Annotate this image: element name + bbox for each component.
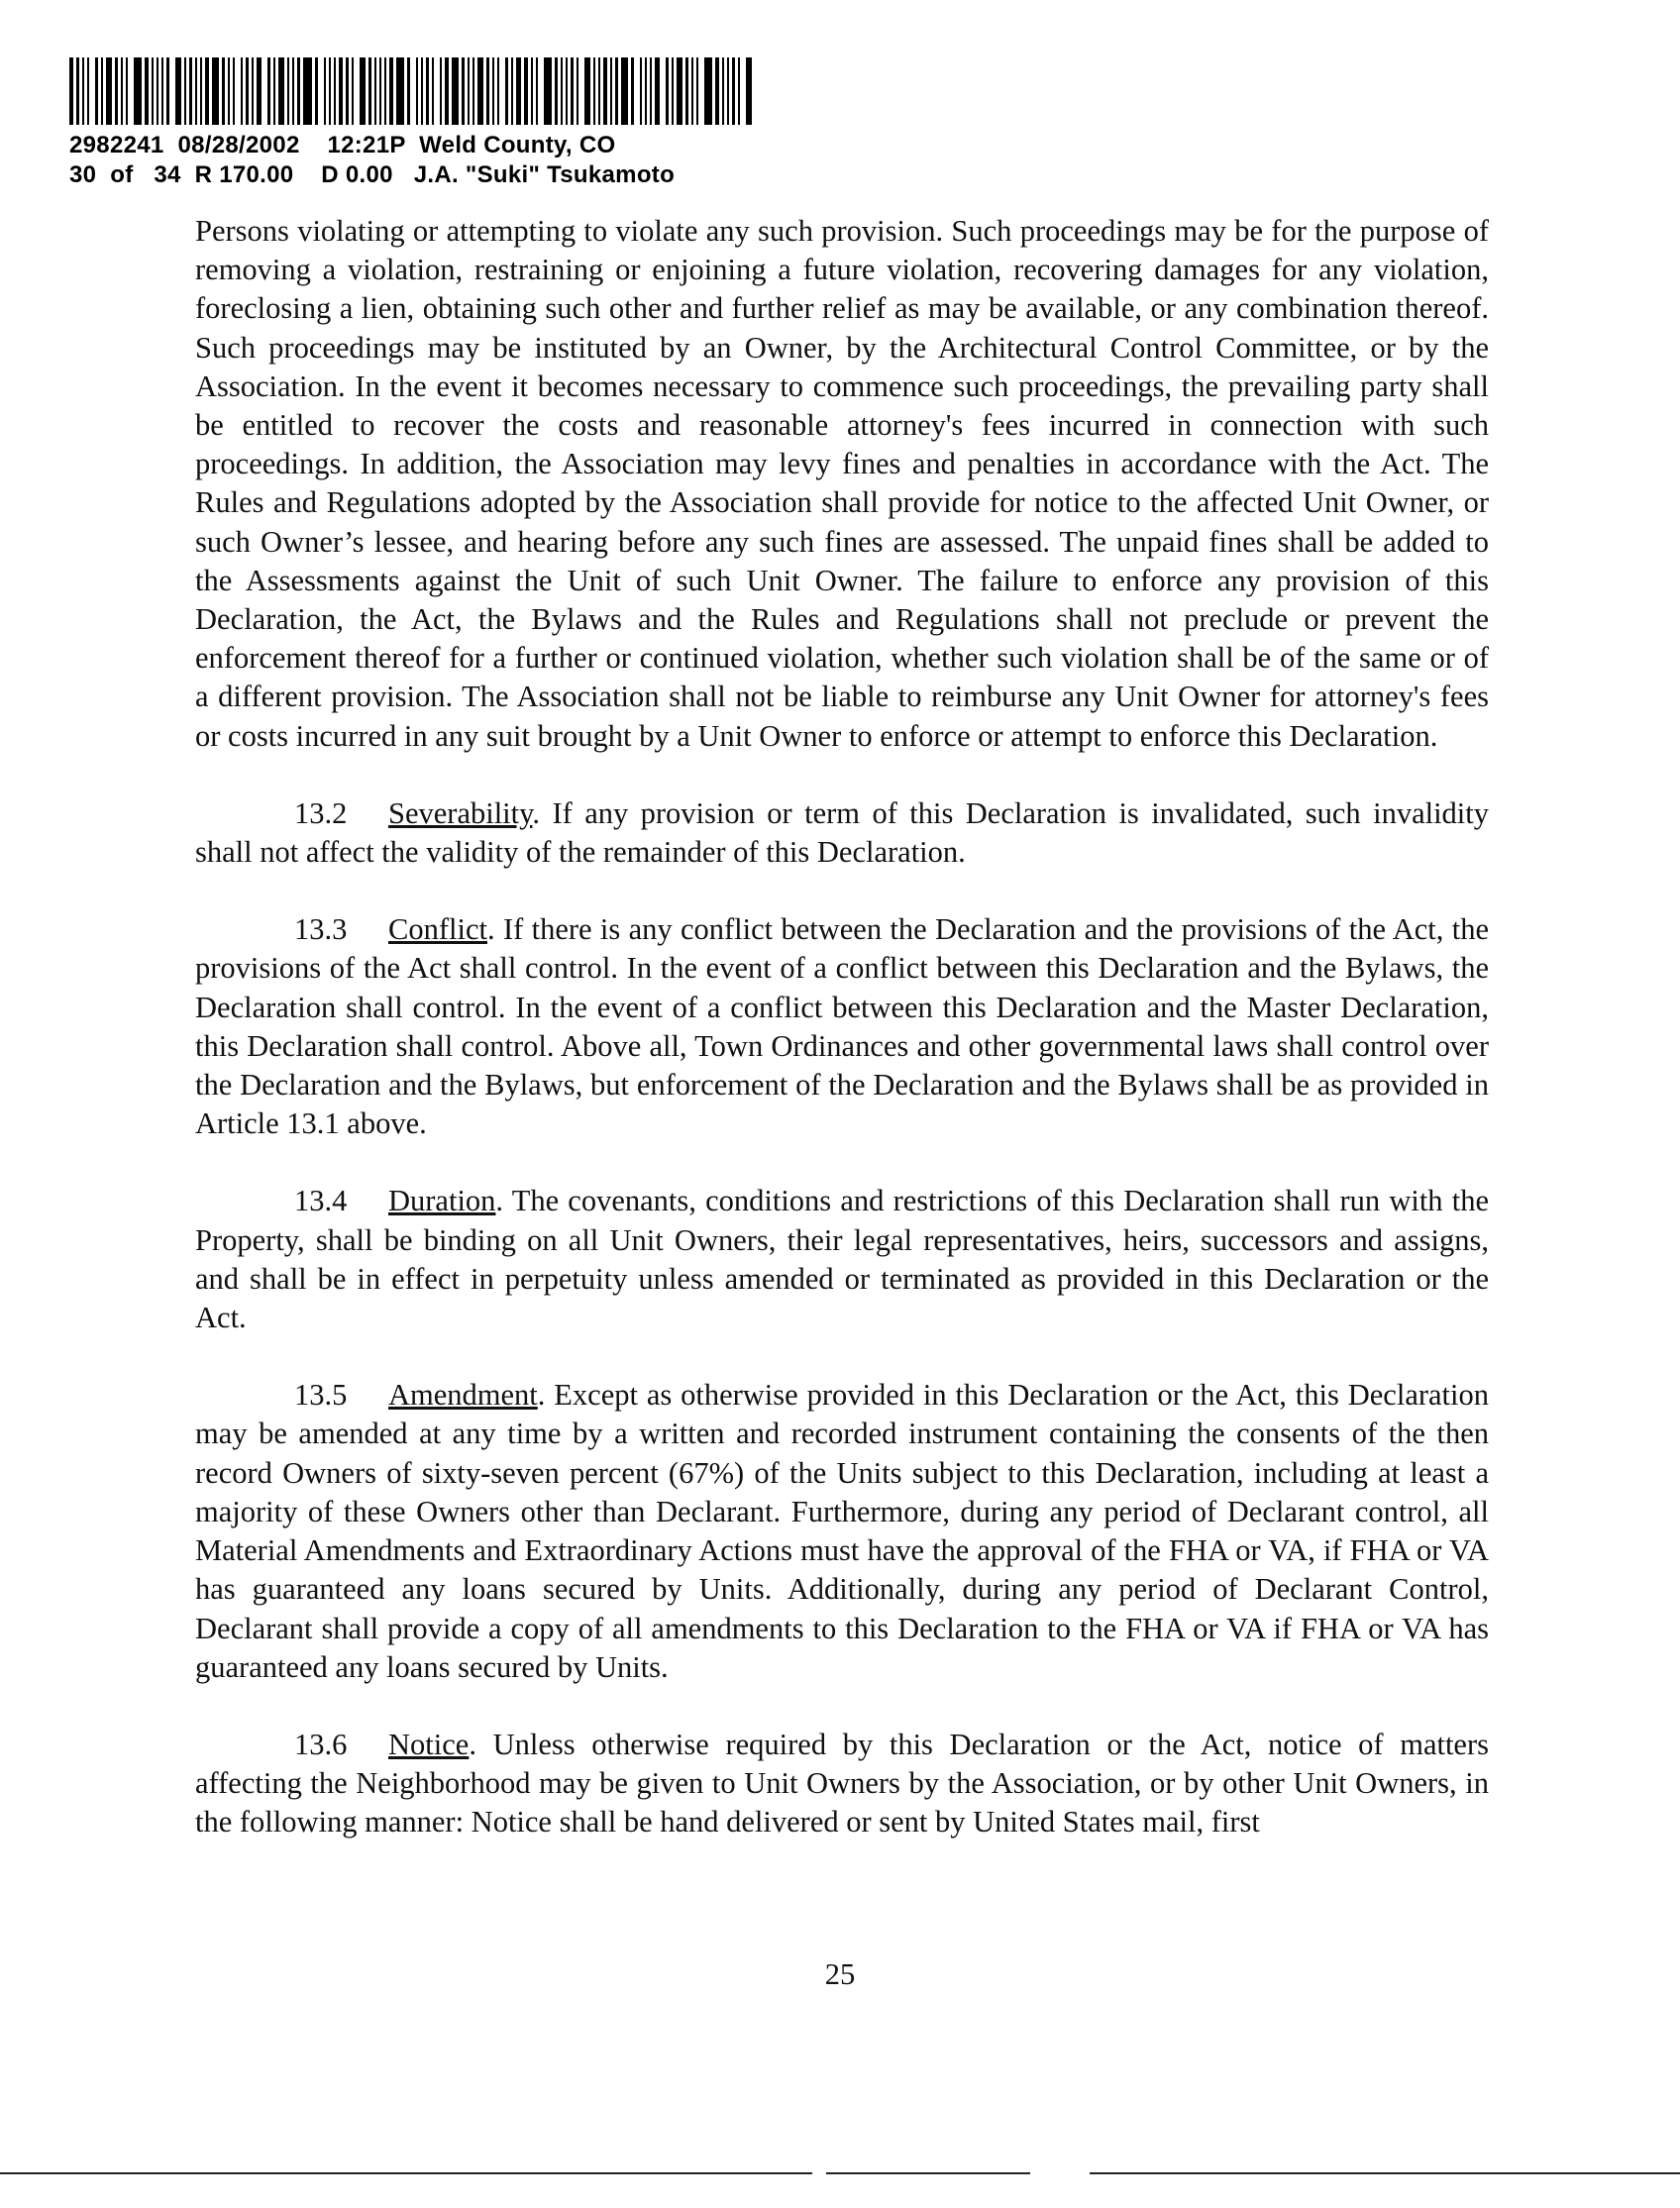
barcode-bar — [257, 57, 262, 125]
recording-line-1: 2982241 08/28/2002 12:21P Weld County, CO — [69, 132, 616, 158]
section-13-2 — [195, 794, 1489, 872]
barcode-bar — [87, 57, 89, 125]
section-number: 13.2 — [294, 795, 348, 830]
barcode-bar — [536, 57, 538, 125]
barcode-bar — [166, 57, 169, 125]
section-13-4 — [195, 1182, 1489, 1337]
barcode-bar — [101, 57, 103, 125]
barcode-bar — [175, 57, 181, 125]
barcode-bar — [189, 57, 192, 125]
barcode-bar — [246, 57, 249, 125]
barcode-bar — [352, 57, 354, 125]
barcode-bar — [152, 57, 154, 125]
barcode-bar — [303, 57, 312, 125]
barcode-bar — [360, 57, 366, 125]
barcode-bar — [115, 57, 118, 125]
barcode-bar — [252, 57, 254, 125]
section-13-6 — [195, 1726, 1489, 1842]
barcode-bar — [407, 57, 410, 125]
barcode-bar — [555, 57, 558, 125]
section-number: 13.3 — [294, 912, 348, 947]
section-title: Notice — [388, 1727, 470, 1761]
barcode-bar — [184, 57, 186, 125]
barcode-bar — [685, 57, 688, 125]
barcode-bar — [440, 57, 442, 125]
continuation-paragraph: Persons violating or attempting to violate any such provision. Such proceedings may be for the purpose of removing a violation, restraining or enjoining a future violation, recovering damages for any violation, foreclosing a lien, obtaining such other and further relief as may be available, or any combination thereof. Such proceedings may be instituted by an Owner, by the Architectural Control Committee, or by the Association. In the event it becomes necessary to commence such proceedings, the prevailing party shall be entitled to recover the costs and reasonable attorney's fees incurred in connection with such proceedings. In addition, the Association may levy fines and penalties in accordance with the Act. The Rules and Regulations adopted by the Association shall provide for notice to the affected Unit Owner, or such Owner’s lessee, and hearing before any such fines are assessed. The unpaid fines shall be added to the Assessments against the Unit of such Unit Owner. The failure to enforce any provision of this Declaration, the Act, the Bylaws and the Rules and Regulations shall not preclude or prevent the enforcement thereof for a further or continued violation, whether such violation shall be of the same or of a different provision. The Association shall not be liable to reimburse any Unit Owner for attorney's fees or costs incurred in any suit brought by a Unit Owner to enforce or attempt to enforce this Declaration. — [195, 214, 1489, 753]
barcode-bar — [292, 57, 294, 125]
barcode-bar — [233, 57, 235, 125]
section-text: . Unless otherwise required by this Declaration or the Act, notice of matters affecting the Neighborhood may be given to Unit Owners by the Association, or by other Unit Owners, in the following manner: Notice shall be hand delivered or sent by United States mail, first — [195, 1727, 1489, 1840]
barcode-bar — [379, 57, 381, 125]
section-13-5 — [195, 1376, 1489, 1687]
barcode-bar — [287, 57, 289, 125]
barcode-bar — [640, 57, 642, 125]
barcode-bar — [524, 57, 528, 125]
barcode-bar — [468, 57, 470, 125]
barcode-bar — [157, 57, 158, 125]
barcode-bar — [497, 57, 499, 125]
document-body — [195, 212, 1489, 1842]
barcode-bar — [273, 57, 275, 125]
barcode-bar — [121, 57, 123, 125]
barcode-bar — [722, 57, 724, 125]
barcode-bar — [477, 57, 483, 125]
section-title: Amendment — [388, 1378, 538, 1413]
barcode-bar — [346, 57, 349, 125]
footer-rule-gap — [812, 2171, 826, 2175]
barcode-bar — [610, 57, 612, 125]
barcode-bar — [82, 57, 84, 125]
barcode-bar — [598, 57, 600, 125]
barcode-bar — [655, 57, 660, 125]
barcode-bar — [492, 57, 494, 125]
barcode-bar — [516, 57, 521, 125]
barcode-bar — [384, 57, 386, 125]
barcode-bar — [666, 57, 669, 125]
barcode-bar — [715, 57, 719, 125]
footer-rule-gap — [1030, 2171, 1090, 2175]
barcode-bar — [368, 57, 371, 125]
barcode-bar — [222, 57, 225, 125]
barcode-bar — [126, 57, 128, 125]
barcode-bar — [577, 57, 578, 125]
barcode-bar — [746, 57, 752, 125]
section-text: . If there is any conflict between the Declaration and the provisions of the Act, the provisions of the Act shall control. In the event of a conflict between this Declaration and the Bylaws, the Declaration shall control. In the event of a conflict between this Declaration and the Master Declaration, this Declaration shall control. Above all, Town Ordinances and other governmental laws shall control over the Declaration and the Bylaws, but enforcement of the Declaration and the Bylaws shall be as provided in Article 13.1 above. — [195, 912, 1489, 1141]
page-number: 25 — [824, 1957, 856, 1991]
barcode-bar — [416, 57, 418, 125]
barcode-bar — [445, 57, 449, 125]
barcode-bar — [228, 57, 230, 125]
barcode-bar — [95, 57, 98, 125]
barcode-bar — [452, 57, 459, 125]
barcode-bar — [615, 57, 618, 125]
barcode-bar — [297, 57, 300, 125]
section-text: . If any provision or term of this Declaration is invalidated, such invalidity shall not affect the validity of the remainder of this Declaration. — [195, 795, 1489, 870]
barcode-bar — [566, 57, 568, 125]
barcode-bar — [738, 57, 740, 125]
barcode-bar — [334, 57, 336, 125]
barcode-bar — [691, 57, 693, 125]
recording-barcode — [69, 57, 759, 125]
barcode-bar — [426, 57, 429, 125]
barcode-bar — [603, 57, 607, 125]
footer-rule — [0, 2172, 1680, 2174]
barcode-bar — [241, 57, 243, 125]
barcode-bar — [531, 57, 533, 125]
barcode-bar — [389, 57, 393, 125]
section-title: Duration — [388, 1184, 496, 1218]
barcode-bar — [650, 57, 652, 125]
barcode-bar — [704, 57, 712, 125]
section-text: . The covenants, conditions and restrictions of this Declaration shall run with the Property, shall be binding on all Unit Owners, their legal representatives, heirs, successors and assigns, and shall be in effect in perpetuity unless amended or terminated as provided in this Declaration or the Act. — [195, 1184, 1489, 1335]
barcode-bar — [212, 57, 219, 125]
barcode-bar — [329, 57, 331, 125]
barcode-bar — [374, 57, 376, 125]
section-title: Conflict — [388, 912, 487, 947]
barcode-bar — [76, 57, 79, 125]
barcode-bar — [593, 57, 595, 125]
barcode-bar — [631, 57, 634, 125]
barcode-bar — [161, 57, 163, 125]
barcode-bar — [486, 57, 489, 125]
barcode-bar — [732, 57, 735, 125]
section-number: 13.4 — [294, 1184, 348, 1218]
section-number: 13.5 — [294, 1378, 348, 1413]
barcode-bar — [145, 57, 149, 125]
barcode-bar — [106, 57, 112, 125]
barcode-bar — [421, 57, 423, 125]
barcode-bar — [505, 57, 508, 125]
barcode-bar — [677, 57, 682, 125]
barcode-bar — [205, 57, 209, 125]
barcode-bar — [472, 57, 474, 125]
barcode-bar — [339, 57, 343, 125]
barcode-bar — [324, 57, 326, 125]
barcode-bar — [511, 57, 513, 125]
barcode-bar — [645, 57, 647, 125]
barcode-bar — [621, 57, 628, 125]
barcode-bar — [544, 57, 552, 125]
barcode-bar — [696, 57, 698, 125]
section-text: . Except as otherwise provided in this Declaration or the Act, this Declaration may be amended at any time by a written and recorded instrument containing the consents of the then record Owners of sixty-seven percent (67%) of the Units subject to this Declaration, including at least a majority of these Owners other than Declarant. Furthermore, during any period of Declarant control, all Material Amendments and Extraordinary Actions must have the approval of the FHA or VA, if FHA or VA has guaranteed any loans secured by Units. Additionally, during any period of Declarant Control, Declarant shall provide a copy of all amendments to this Declaration to the FHA or VA if FHA or VA has guaranteed any loans secured by Units. — [195, 1378, 1489, 1684]
barcode-bar — [462, 57, 465, 125]
barcode-bar — [278, 57, 284, 125]
barcode-bar — [584, 57, 590, 125]
section-title: Severability — [388, 795, 533, 830]
barcode-bar — [432, 57, 434, 125]
barcode-bar — [195, 57, 197, 125]
barcode-bar — [396, 57, 404, 125]
section-number: 13.6 — [294, 1727, 348, 1761]
barcode-bar — [672, 57, 674, 125]
barcode-bar — [200, 57, 202, 125]
barcode-bar — [267, 57, 270, 125]
barcode-bar — [561, 57, 563, 125]
section-13-3 — [195, 910, 1489, 1143]
barcode-bar — [315, 57, 318, 125]
barcode-bar — [727, 57, 729, 125]
barcode-bar — [571, 57, 574, 125]
barcode-bar — [134, 57, 142, 125]
recording-stamp — [69, 131, 675, 190]
barcode-bar — [69, 57, 73, 125]
recording-line-2: 30 of 34 R 170.00 D 0.00 J.A. "Suki" Tsukamoto — [69, 161, 676, 188]
